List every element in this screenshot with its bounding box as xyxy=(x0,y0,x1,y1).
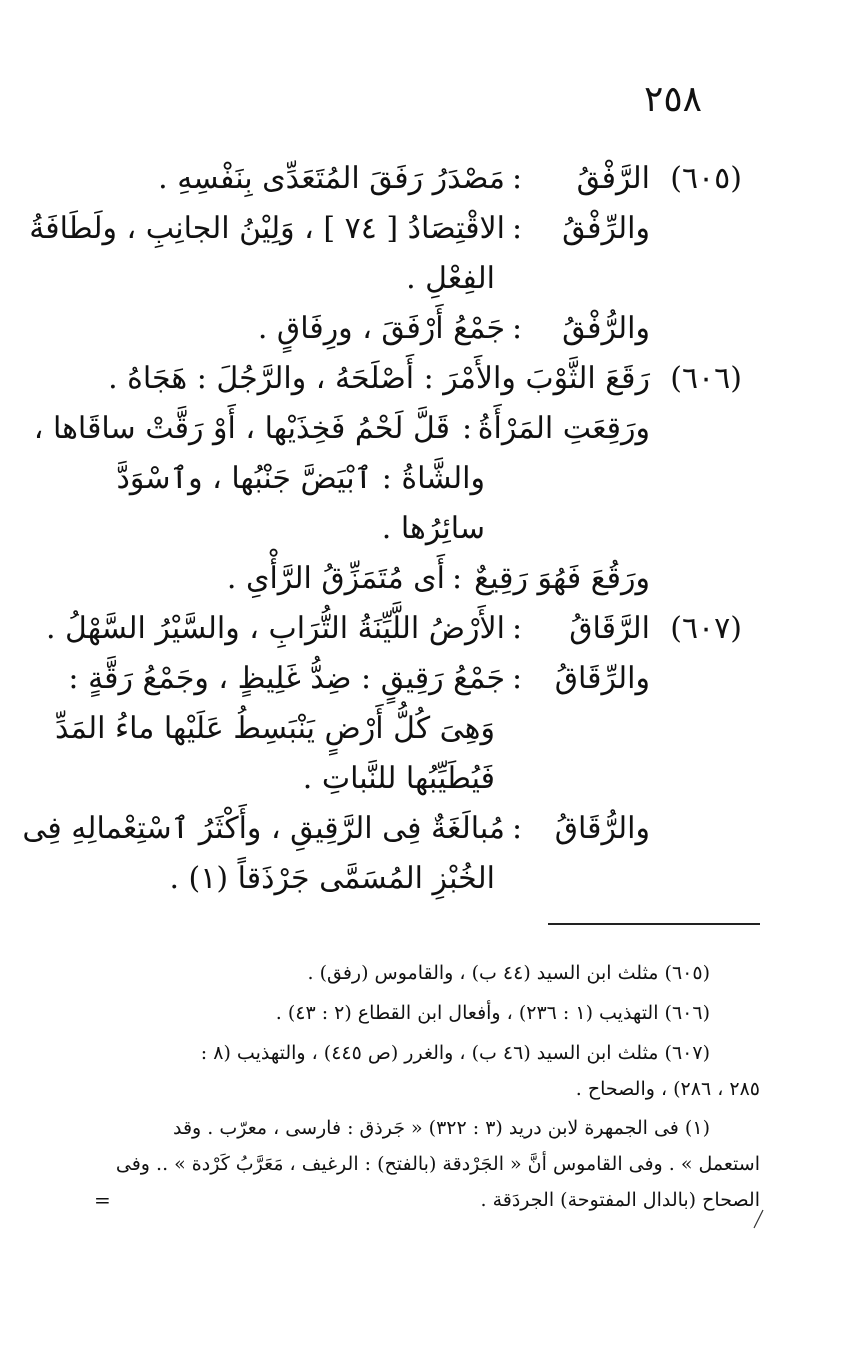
entry-line: رَقَعَ الثَّوْبَ والأَمْرَ : أَصْلَحَهُ ، والرَّجُلَ : هَجَاهُ . xyxy=(108,361,650,396)
colon: : xyxy=(512,611,523,646)
continuation-mark: = xyxy=(94,1188,111,1212)
definition: مُبالَغَةٌ فِى الرَّقِيقِ ، وأَكْثَرُ ٱسْتِعْمالِهِ فِى xyxy=(22,811,505,846)
footnote-606: (٦٠٦) التهذيب (١ : ٢٣٦) ، وأفعال ابن القطاع (٢ : ٤٣) . xyxy=(275,1002,710,1024)
footnote-607: (٦٠٧) مثلث ابن السيد (٤٦ ب) ، والغرر (ص ٤٤٥) ، والتهذيب (٨ : xyxy=(200,1042,710,1064)
pen-stroke-mark xyxy=(752,1208,764,1230)
footnote-separator xyxy=(548,923,760,925)
definition-continuation: الفِعْلِ . xyxy=(406,261,495,296)
headword: والرُّقَاقُ xyxy=(554,811,650,846)
definition-continuation: الخُبْزِ المُسَمَّى جَرْذَقاً (١) . xyxy=(169,861,495,896)
definition: أَى مُتَمَزِّقُ الرَّأْىِ . xyxy=(226,561,445,596)
footnote-1-continuation: استعمل » . وفى القاموس أنَّ « الجَرْدقة (بالفتح) : الرغيف ، مَعَرَّبُ كَرْدة » .. وفى xyxy=(115,1153,760,1175)
headword: ورَقُعَ فَهُوَ رَقِيعٌ xyxy=(474,561,650,596)
headword: ورَقِعَتِ المَرْأَةُ xyxy=(477,411,650,446)
colon: : xyxy=(512,811,523,846)
definition: الأَرْضُ اللَّيِّنَةُ التُّرَابِ ، والسَّيْرُ السَّهْلُ . xyxy=(45,611,505,646)
entry-number: (٦٠٥) xyxy=(670,161,742,196)
definition: مَصْدَرُ رَفَقَ المُتَعَدِّى بِنَفْسِهِ . xyxy=(158,161,505,196)
definition-continuation: والشَّاةُ : ٱبْيَضَّ جَنْبُها ، وٱسْوَدَّ xyxy=(116,461,485,496)
headword: الرَّفْقُ xyxy=(576,161,650,196)
colon: : xyxy=(462,411,473,446)
footnote-607-continuation: ٢٨٥ ، ٢٨٦) ، والصحاح . xyxy=(575,1078,760,1100)
definition-continuation: سائِرُها . xyxy=(381,511,485,546)
definition: الاقْتِصَادُ [ ٧٤ ] ، وَلِيْنُ الجانِبِ ، ولَطَافَةُ xyxy=(29,211,505,246)
footnote-1: (١) فى الجمهرة لابن دريد (٣ : ٣٢٢) « جَرذق : فارسى ، معرّب . وقد xyxy=(172,1117,710,1139)
page-number: ٢٥٨ xyxy=(643,79,702,120)
definition-continuation: وَهِىَ كُلُّ أَرْضٍ يَنْبَسِطُ عَلَيْها ماءُ المَدِّ xyxy=(54,711,495,746)
headword: والرِّقَاقُ xyxy=(554,661,650,696)
colon: : xyxy=(512,161,523,196)
colon: : xyxy=(452,561,463,596)
definition-continuation: فَيُطَيِّبُها للنَّباتِ . xyxy=(302,761,495,796)
headword: والرِّفْقُ xyxy=(562,211,650,246)
colon: : xyxy=(512,311,523,346)
entry-number: (٦٠٦) xyxy=(670,361,742,396)
definition: جَمْعُ أَرْفَقَ ، ورِفَاقٍ . xyxy=(257,311,505,346)
definition: جَمْعُ رَقِيقٍ : ضِدُّ غَلِيظٍ ، وجَمْعُ رَقَّةٍ : xyxy=(68,661,505,696)
entry-number: (٦٠٧) xyxy=(670,611,742,646)
colon: : xyxy=(512,211,523,246)
footnote-605: (٦٠٥) مثلث ابن السيد (٤٤ ب) ، والقاموس (رفق) . xyxy=(307,962,710,984)
colon: : xyxy=(512,661,523,696)
definition: قَلَّ لَحْمُ فَخِذَيْها ، أَوْ رَقَّتْ ساقَاها ، xyxy=(33,411,450,446)
footnote-1-continuation: الصحاح (بالدال المفتوحة) الجردَقة . xyxy=(480,1189,760,1211)
headword: الرَّقَاقُ xyxy=(569,611,650,646)
headword: والرُّفْقُ xyxy=(562,311,650,346)
